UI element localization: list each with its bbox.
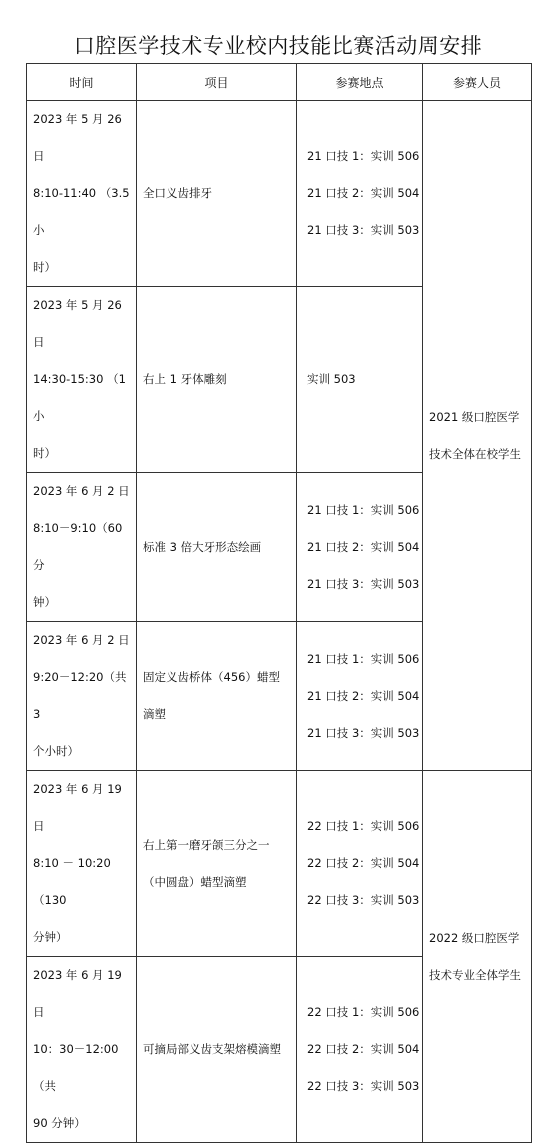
time-cell: 2023 年 6 月 19 日 8:10 － 10:20 （130 分钟） — [27, 771, 137, 957]
header-participants: 参赛人员 — [423, 64, 532, 101]
item-cell: 可摘局部义齿支架熔模滴塑 — [137, 957, 297, 1143]
header-time: 时间 — [27, 64, 137, 101]
item-cell: 右上 1 牙体雕刻 — [137, 287, 297, 473]
participants-cell: 2021 级口腔医学技术全体在校学生 — [423, 101, 532, 771]
header-venue: 参赛地点 — [297, 64, 423, 101]
table-row — [27, 771, 532, 957]
time-cell: 2023 年 5 月 26 日 8:10-11:40 （3.5 小 时） — [27, 101, 137, 287]
page-title: 口腔医学技术专业校内技能比赛活动周安排 — [73, 34, 483, 58]
venue-cell: 21 口技 1：实训 506 21 口技 2：实训 504 21 口技 3：实训 503 — [297, 473, 423, 622]
time-cell: 2023 年 5 月 26 日 14:30-15:30 （1 小 时） — [27, 287, 137, 473]
header-item: 项目 — [137, 64, 297, 101]
venue-cell: 21 口技 1：实训 506 21 口技 2：实训 504 21 口技 3：实训 503 — [297, 101, 423, 287]
item-cell: 全口义齿排牙 — [137, 101, 297, 287]
participants-cell: 2022 级口腔医学技术专业全体学生 — [423, 771, 532, 1143]
table-header-row — [27, 64, 532, 101]
item-cell: 标准 3 倍大牙形态绘画 — [137, 473, 297, 622]
table-row — [27, 101, 532, 287]
venue-cell: 22 口技 1：实训 506 22 口技 2：实训 504 22 口技 3：实训 503 — [297, 771, 423, 957]
schedule-table — [26, 63, 532, 1143]
venue-cell: 实训 503 — [297, 287, 423, 473]
venue-cell: 21 口技 1：实训 506 21 口技 2：实训 504 21 口技 3：实训 503 — [297, 622, 423, 771]
time-cell: 2023 年 6 月 2 日 9:20－12:20（共 3 个小时） — [27, 622, 137, 771]
venue-cell: 22 口技 1：实训 506 22 口技 2：实训 504 22 口技 3：实训 503 — [297, 957, 423, 1143]
time-cell: 2023 年 6 月 19 日 10：30－12:00（共 90 分钟） — [27, 957, 137, 1143]
item-cell: 右上第一磨牙颌三分之一（中圆盘）蜡型滴塑 — [137, 771, 297, 957]
time-cell: 2023 年 6 月 2 日 8:10－9:10（60 分 钟） — [27, 473, 137, 622]
item-cell: 固定义齿桥体（456）蜡型滴塑 — [137, 622, 297, 771]
